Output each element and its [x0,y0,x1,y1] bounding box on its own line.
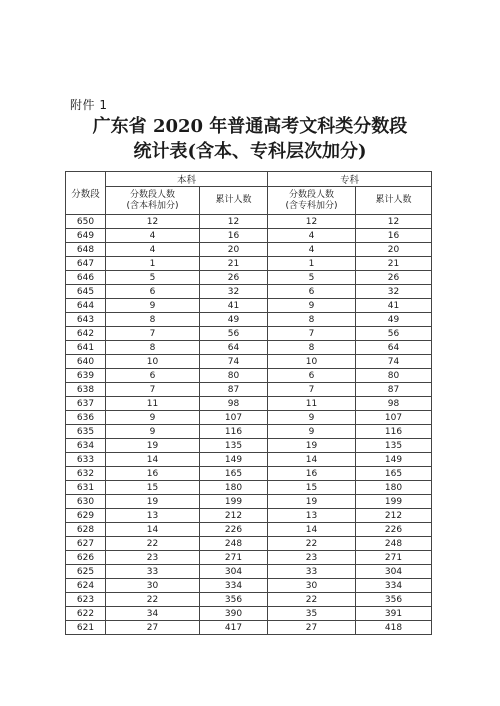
score-cell: 644 [66,299,106,313]
benke-count-cell: 14 [106,523,200,537]
zhuanke-group-header: 专科 [268,172,432,187]
benke-cumulative-cell: 248 [200,537,268,551]
score-cell: 630 [66,495,106,509]
score-cell: 629 [66,509,106,523]
table-row [66,537,432,551]
zhuanke-count-cell: 23 [268,551,356,565]
benke-cumulative-cell: 26 [200,271,268,285]
zhuanke-count-cell: 15 [268,481,356,495]
zhuanke-count-cell: 11 [268,397,356,411]
benke-cumulative-header: 累计人数 [200,187,268,215]
zhuanke-cumulative-cell: 80 [356,369,432,383]
benke-count-cell: 33 [106,565,200,579]
table-row [66,271,432,285]
benke-cumulative-cell: 32 [200,285,268,299]
score-cell: 622 [66,607,106,621]
zhuanke-cumulative-cell: 56 [356,327,432,341]
zhuanke-count-cell: 16 [268,467,356,481]
benke-cumulative-cell: 56 [200,327,268,341]
benke-count-cell: 8 [106,341,200,355]
benke-cumulative-cell: 49 [200,313,268,327]
zhuanke-count-cell: 4 [268,229,356,243]
zhuanke-count-cell: 14 [268,453,356,467]
zhuanke-cumulative-cell: 135 [356,439,432,453]
zhuanke-count-cell: 19 [268,439,356,453]
table-row [66,243,432,257]
benke-cumulative-cell: 107 [200,411,268,425]
table-row [66,257,432,271]
score-cell: 649 [66,229,106,243]
zhuanke-cumulative-cell: 199 [356,495,432,509]
benke-cumulative-cell: 41 [200,299,268,313]
score-cell: 626 [66,551,106,565]
benke-cumulative-cell: 98 [200,397,268,411]
zhuanke-count-cell: 9 [268,411,356,425]
score-cell: 624 [66,579,106,593]
zhuanke-count-header-line2: (含专科加分) [285,200,338,211]
benke-count-cell: 4 [106,243,200,257]
score-cell: 634 [66,439,106,453]
table-row [66,299,432,313]
table-row [66,551,432,565]
zhuanke-count-cell: 27 [268,621,356,635]
benke-cumulative-cell: 74 [200,355,268,369]
table-row [66,341,432,355]
zhuanke-cumulative-cell: 165 [356,467,432,481]
table-row [66,565,432,579]
score-cell: 640 [66,355,106,369]
score-range-header: 分数段 [66,172,106,215]
zhuanke-cumulative-cell: 226 [356,523,432,537]
benke-cumulative-cell: 80 [200,369,268,383]
zhuanke-cumulative-cell: 20 [356,243,432,257]
zhuanke-count-cell: 9 [268,299,356,313]
zhuanke-cumulative-cell: 391 [356,607,432,621]
score-cell: 627 [66,537,106,551]
benke-cumulative-cell: 271 [200,551,268,565]
zhuanke-count-cell: 12 [268,215,356,229]
zhuanke-count-cell: 19 [268,495,356,509]
zhuanke-cumulative-cell: 12 [356,215,432,229]
zhuanke-count-header-line1: 分数段人数 [289,189,335,200]
zhuanke-count-cell: 8 [268,341,356,355]
benke-count-cell: 34 [106,607,200,621]
score-distribution-table [65,171,432,635]
zhuanke-count-cell: 7 [268,383,356,397]
score-cell: 647 [66,257,106,271]
benke-cumulative-cell: 64 [200,341,268,355]
zhuanke-count-cell: 4 [268,243,356,257]
score-cell: 632 [66,467,106,481]
table-row [66,579,432,593]
zhuanke-cumulative-cell: 32 [356,285,432,299]
zhuanke-cumulative-cell: 304 [356,565,432,579]
score-cell: 631 [66,481,106,495]
score-cell: 643 [66,313,106,327]
score-cell: 650 [66,215,106,229]
benke-cumulative-cell: 116 [200,425,268,439]
benke-count-cell: 16 [106,467,200,481]
score-cell: 628 [66,523,106,537]
benke-cumulative-cell: 20 [200,243,268,257]
table-row [66,425,432,439]
zhuanke-cumulative-cell: 271 [356,551,432,565]
benke-cumulative-cell: 390 [200,607,268,621]
benke-count-cell: 13 [106,509,200,523]
zhuanke-count-cell: 6 [268,285,356,299]
zhuanke-cumulative-cell: 74 [356,355,432,369]
zhuanke-cumulative-cell: 26 [356,271,432,285]
table-row [66,369,432,383]
benke-cumulative-cell: 304 [200,565,268,579]
benke-count-cell: 8 [106,313,200,327]
score-cell: 648 [66,243,106,257]
benke-cumulative-cell: 199 [200,495,268,509]
benke-cumulative-cell: 356 [200,593,268,607]
table-row [66,397,432,411]
benke-count-cell: 10 [106,355,200,369]
zhuanke-cumulative-cell: 334 [356,579,432,593]
table-row [66,607,432,621]
benke-count-cell: 5 [106,271,200,285]
table-row [66,327,432,341]
benke-cumulative-cell: 212 [200,509,268,523]
benke-cumulative-cell: 87 [200,383,268,397]
table-row [66,467,432,481]
benke-count-cell: 22 [106,537,200,551]
zhuanke-cumulative-cell: 49 [356,313,432,327]
score-rows [66,215,432,635]
score-cell: 646 [66,271,106,285]
benke-cumulative-cell: 417 [200,621,268,635]
zhuanke-cumulative-cell: 21 [356,257,432,271]
zhuanke-cumulative-cell: 116 [356,425,432,439]
score-cell: 635 [66,425,106,439]
benke-count-cell: 12 [106,215,200,229]
score-cell: 638 [66,383,106,397]
benke-group-header: 本科 [106,172,268,187]
table-row [66,621,432,635]
table-row [66,593,432,607]
table-row [66,313,432,327]
zhuanke-count-cell: 9 [268,425,356,439]
table-row [66,355,432,369]
score-cell: 625 [66,565,106,579]
zhuanke-cumulative-cell: 418 [356,621,432,635]
score-cell: 636 [66,411,106,425]
zhuanke-cumulative-cell: 356 [356,593,432,607]
benke-cumulative-cell: 226 [200,523,268,537]
zhuanke-count-cell: 8 [268,313,356,327]
benke-count-cell: 19 [106,439,200,453]
benke-count-cell: 19 [106,495,200,509]
zhuanke-count-cell: 7 [268,327,356,341]
table-row [66,215,432,229]
table-row [66,285,432,299]
table-row [66,495,432,509]
benke-count-cell: 1 [106,257,200,271]
document-title-line-2: 统计表(含本、专科层次加分) [133,141,367,162]
benke-count-cell: 4 [106,229,200,243]
zhuanke-cumulative-cell: 41 [356,299,432,313]
zhuanke-count-cell: 14 [268,523,356,537]
benke-count-header-line1: 分数段人数 [129,189,175,200]
benke-count-header-line2: (含本科加分) [126,200,179,211]
benke-count-cell: 27 [106,621,200,635]
zhuanke-count-cell: 33 [268,565,356,579]
benke-cumulative-cell: 16 [200,229,268,243]
table-row [66,509,432,523]
zhuanke-count-cell: 22 [268,537,356,551]
zhuanke-count-header [268,187,356,215]
table-row [66,453,432,467]
benke-count-cell: 22 [106,593,200,607]
benke-count-header [106,187,200,215]
benke-cumulative-cell: 12 [200,215,268,229]
table-row [66,439,432,453]
table-row [66,383,432,397]
benke-count-cell: 7 [106,327,200,341]
zhuanke-count-cell: 22 [268,593,356,607]
benke-cumulative-cell: 135 [200,439,268,453]
benke-count-cell: 9 [106,299,200,313]
benke-cumulative-cell: 21 [200,257,268,271]
table-row [66,411,432,425]
zhuanke-cumulative-cell: 180 [356,481,432,495]
zhuanke-cumulative-header: 累计人数 [356,187,432,215]
zhuanke-cumulative-cell: 16 [356,229,432,243]
zhuanke-cumulative-cell: 248 [356,537,432,551]
benke-count-cell: 6 [106,285,200,299]
benke-cumulative-cell: 165 [200,467,268,481]
benke-count-cell: 11 [106,397,200,411]
benke-count-cell: 23 [106,551,200,565]
score-cell: 639 [66,369,106,383]
benke-count-cell: 9 [106,425,200,439]
zhuanke-cumulative-cell: 149 [356,453,432,467]
score-cell: 637 [66,397,106,411]
attachment-label: 附件 1 [70,98,108,112]
score-cell: 623 [66,593,106,607]
benke-count-cell: 14 [106,453,200,467]
benke-count-cell: 7 [106,383,200,397]
zhuanke-count-cell: 10 [268,355,356,369]
table-row [66,523,432,537]
zhuanke-cumulative-cell: 64 [356,341,432,355]
score-cell: 645 [66,285,106,299]
table-row [66,229,432,243]
score-cell: 642 [66,327,106,341]
benke-cumulative-cell: 180 [200,481,268,495]
zhuanke-count-cell: 6 [268,369,356,383]
benke-count-cell: 6 [106,369,200,383]
benke-count-cell: 30 [106,579,200,593]
zhuanke-count-cell: 5 [268,271,356,285]
zhuanke-count-cell: 1 [268,257,356,271]
zhuanke-count-cell: 30 [268,579,356,593]
zhuanke-cumulative-cell: 107 [356,411,432,425]
document-title-line-1: 广东省 2020 年普通高考文科类分数段 [92,116,408,137]
table-row [66,481,432,495]
score-cell: 633 [66,453,106,467]
zhuanke-cumulative-cell: 98 [356,397,432,411]
benke-count-cell: 15 [106,481,200,495]
zhuanke-cumulative-cell: 87 [356,383,432,397]
zhuanke-count-cell: 35 [268,607,356,621]
benke-cumulative-cell: 149 [200,453,268,467]
benke-cumulative-cell: 334 [200,579,268,593]
benke-count-cell: 9 [106,411,200,425]
score-cell: 641 [66,341,106,355]
score-cell: 621 [66,621,106,635]
zhuanke-count-cell: 13 [268,509,356,523]
zhuanke-cumulative-cell: 212 [356,509,432,523]
